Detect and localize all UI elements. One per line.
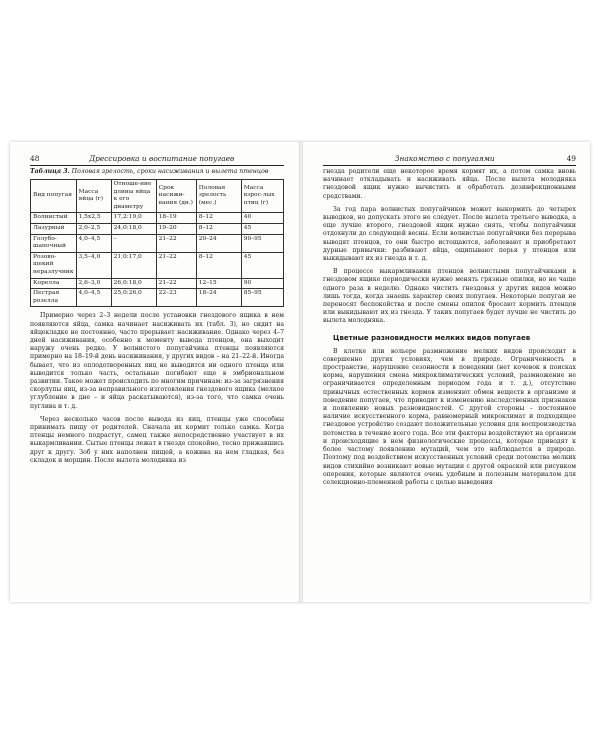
right-running-title: Знакомство с попугаями	[394, 154, 495, 163]
table-row	[31, 223, 284, 234]
right-content	[323, 168, 576, 487]
table-cell: Пестрая розелла	[31, 289, 77, 307]
maturity-table	[30, 179, 284, 307]
left-page	[10, 142, 298, 602]
table-cell: 20–24	[196, 234, 241, 252]
table-cell: 24,0:18,0	[111, 223, 156, 234]
table-cell: 18–24	[196, 289, 241, 307]
body-paragraph: Примерно через 2–3 недели после установки гнездового ящика в нем появляются яйца, самка начинает насиживать их (табл. 3), но сидит на яйцекладке не постоянно, часто прерывает насиживание. Однако через 4–7 дней насиживания, особенно к моменту вывода птенцов, она выходит наружу очень редко. У волнистого попугайчика птенцы появляются примерно на 18–19-й день насиживания, у других видов – на 21–22-й. Иногда бывает, что из оплодотворенных яиц не выводится ни одного птенца или выводится только часть, остальные погибают еще в эмбриональном развитии. Такое может происходить по многим причинам: из-за загрязнения скорлупы яиц, из-за неправильного изготовления гнездового ящика (мелкое углубление в дне – и яйца раскатываются), из-за того, что самка очень пуглива и т. д.	[30, 312, 284, 410]
table-cell: 25,0:26,0	[111, 289, 156, 307]
table-caption	[30, 168, 284, 176]
table-cell: 22–23	[156, 289, 196, 307]
table-cell: 2,0–2,5	[76, 223, 111, 234]
book-spread	[10, 142, 590, 602]
table-cell: 1,5х2,5	[76, 213, 111, 224]
section-title: Цветные разновидности мелких видов попугаев	[333, 333, 531, 342]
table-cell: 85–95	[241, 289, 283, 307]
left-content	[30, 168, 284, 465]
table-cell: 8–12	[196, 213, 241, 224]
table-caption-label: Таблица 3.	[30, 168, 70, 175]
table-cell: 3,5–4,0	[76, 252, 111, 278]
table-cell: 40	[241, 213, 283, 224]
table-cell: 90–95	[241, 234, 283, 252]
right-page	[303, 142, 590, 602]
table-cell: Розово-щекий неразлучник	[31, 252, 77, 278]
table-cell: Корелла	[31, 278, 77, 289]
table-cell: 4,0–4,5	[76, 289, 111, 307]
table-row	[31, 213, 284, 224]
table-cell: 4,0–4,5	[76, 234, 111, 252]
table-row	[31, 234, 284, 252]
table-row	[31, 289, 284, 307]
table-row	[31, 252, 284, 278]
body-paragraph: В процессе выкармливания птенцов волнистыми попугайчиками в гнездовом ящике периодически нужно менять грязные опилки, но не чаще одного раза в неделю. Однако чистить гнездовья у других видов можно лишь тогда, когда знаешь характер своих попугаев. Некоторые попугаи не переносят беспокойства и после смены опилок бросают кормить птенцов или выкидывают их из гнезда. У таких попугаев будет лучше не чистить до вылета молодняка.	[323, 268, 576, 325]
table-row	[31, 278, 284, 289]
col-header: Вид попугая	[31, 180, 77, 213]
table-caption-text: Половая зрелость, сроки насиживания и вылета птенцов	[71, 168, 269, 175]
table-cell: Лазурный	[31, 223, 77, 234]
table-cell: 17,2:19,0	[111, 213, 156, 224]
left-running-head	[30, 154, 284, 166]
right-page-number: 49	[566, 154, 576, 163]
body-paragraph: гнезда родители еще некоторое время кормят их, а потом самка вновь начинает откладывать и насиживать яйца. После вылета молодняка гнездовой ящик нужно вычистить и обработать дезинфекционными средствами.	[323, 168, 576, 200]
body-paragraph: В клетке или вольере размножение мелких видов происходит в совершенно других условиях, чем в природе. Ограниченность в пространстве, нарушение сезонности в поведении (нет кочевок в поисках корма, нарушения смена микроклиматических условий, размножение не ограничивается определенным периодом года и т. д.), отсутствие привычных естественных кормов изменяют обмен веществ в организме и поведение попугаев, что приводит к изменению наследственных признаков и появлению новых разновидностей. С другой стороны – постоянное наличие искусственного корма, равномерный микроклимат и подходящее гнездовое устройство создают положительные условия для воспроизводства потомства в течение всего года. Все эти факторы воздействуют на организм и происходящие в нем физиологические процессы, которые приводят к более частому появлению мутаций, чем это наблюдается в природе. Поэтому под воздействием искусственных условий среди потомства мелких видов стихийно возникают новые мутации с другой окраской или рисунком оперения, которые являются очень удобным и полезным материалом для селекционно-племенной работы с целью выведения	[323, 347, 576, 486]
table-cell: Волнистый	[31, 213, 77, 224]
table-cell: 12–15	[196, 278, 241, 289]
table-cell: 2,6–3,0	[76, 278, 111, 289]
table-cell: 45	[241, 223, 283, 234]
table-cell: 8–12	[196, 223, 241, 234]
table-cell: 90	[241, 278, 283, 289]
table-cell: 21–22	[156, 234, 196, 252]
table-cell: 21–22	[156, 252, 196, 278]
col-header: Масса яйца (г)	[76, 180, 111, 213]
table-cell: Голубо-шапочный	[31, 234, 77, 252]
table-cell: 26,0:18,0	[111, 278, 156, 289]
table-cell: 21,0:17,0	[111, 252, 156, 278]
body-paragraph: Через несколько часов после вывода из яиц, птенцы уже способны принимать пищу от родителей. Сначала их кормит только самка. Когда птенцы немного подрастут, самец также непосредственно участвует в их выкармливании. Сытые птенцы лежат в гнезде спокойно, тесно прижавшись друг к другу. Зоб у них наполнен пищей, а кожина на нем гладкая, без складок и морщин. После вылета молодняка из	[30, 415, 284, 464]
body-paragraph: За год пара волнистых попугайчиков может выкормить до четырех выводков, но допускать этого не следует. После вылета третьего выводка, а еще лучше второго, гнездовой ящик нужно снять, чтобы попугайчики отдохнули до следующей весны. Если волнистые попугайчики без перерыва выводят птенцов, то они быстро истощаются, заболевают и приобретают дурные привычки: разбивают яйца, ощипывают перья у птенцов или выкидывают их из гнезда и т. д.	[323, 205, 576, 263]
col-header: Отноше-ние длины яйца к его диаметру	[111, 180, 156, 213]
left-running-title: Дрессировка и воспитание попугаев	[89, 154, 235, 163]
table-cell: –	[111, 234, 156, 252]
col-header: Половая зрелость (мес.)	[196, 180, 241, 213]
col-header: Масса взрос-лых птиц (г)	[241, 180, 283, 213]
col-header: Срок насижи-вания (дн.)	[156, 180, 196, 213]
table-cell: 8–12	[196, 252, 241, 278]
left-page-number: 48	[30, 154, 40, 163]
table-cell: 45	[241, 252, 283, 278]
table-cell: 18–19	[156, 213, 196, 224]
table-header-row	[31, 180, 284, 213]
table-cell: 19–20	[156, 223, 196, 234]
table-cell: 21–22	[156, 278, 196, 289]
right-running-head	[323, 154, 576, 166]
